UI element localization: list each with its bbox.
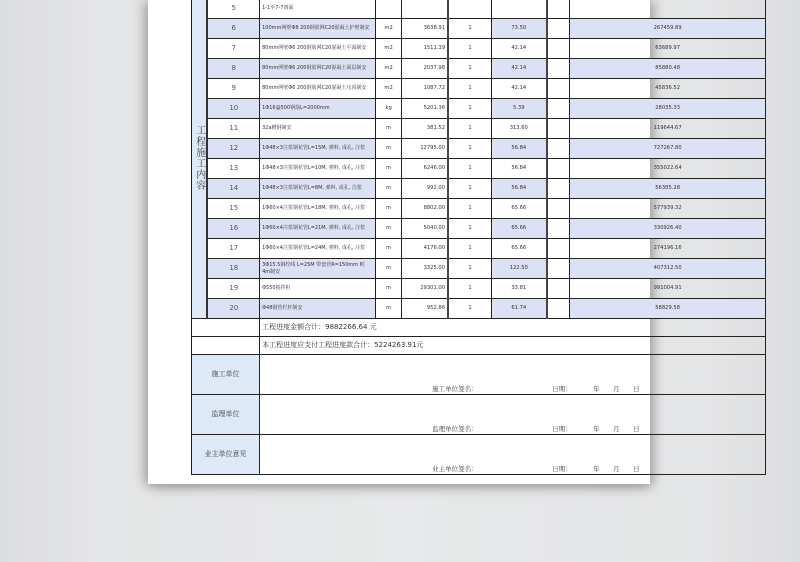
item-description: 1Φ60×4注浆钢花管L=21M, 弹料, 成孔, 注浆 bbox=[260, 219, 376, 239]
item-unit: m bbox=[376, 119, 402, 139]
item-quantity bbox=[402, 0, 448, 19]
item-quantity: 5040.00 bbox=[402, 219, 448, 239]
signature-party-label: 施工单位 bbox=[192, 355, 260, 395]
item-unit-price: 33.81 bbox=[492, 279, 547, 299]
item-unit: m bbox=[376, 239, 402, 259]
table-row bbox=[192, 179, 766, 199]
item-quantity: 4176.00 bbox=[402, 239, 448, 259]
item-amount: 28035.33 bbox=[570, 99, 766, 119]
table-row bbox=[192, 0, 766, 19]
item-unit-price: 42.14 bbox=[492, 79, 547, 99]
table-row bbox=[192, 299, 766, 319]
blank-cell bbox=[547, 79, 570, 99]
item-unit: m bbox=[376, 219, 402, 239]
blank-cell bbox=[547, 119, 570, 139]
table-row bbox=[192, 19, 766, 39]
month-label: 月 bbox=[613, 385, 620, 393]
item-description: 80mm网壁Φ6 200钢筋网C20混凝土面层制安 bbox=[260, 59, 376, 79]
year-label: 年 bbox=[593, 465, 600, 473]
item-unit-price: 65.66 bbox=[492, 219, 547, 239]
date-label: 日期： bbox=[552, 425, 572, 433]
item-quantity: 992.00 bbox=[402, 179, 448, 199]
payable-row bbox=[192, 337, 766, 355]
row-number: 5 bbox=[207, 0, 259, 19]
item-amount: 577939.32 bbox=[570, 199, 766, 219]
item-quantity: 1511.39 bbox=[402, 39, 448, 59]
item-unit-price: 5.39 bbox=[492, 99, 547, 119]
item-unit-price: 73.50 bbox=[492, 19, 547, 39]
row-number: 14 bbox=[207, 179, 259, 199]
item-description: 1-1至7-7剖面 bbox=[260, 0, 376, 19]
signature-area[interactable] bbox=[260, 435, 766, 475]
day-label: 日 bbox=[633, 465, 640, 473]
item-description: 80mm网壁Φ6 200钢筋网C20混凝土平面制安 bbox=[260, 39, 376, 59]
item-unit-price: 42.14 bbox=[492, 59, 547, 79]
item-description: 1Φ60×4注浆钢花管L=18M, 弹料, 成孔, 注浆 bbox=[260, 199, 376, 219]
payable-amount-text: 本工程进度应支付工程进度款合计：5224263.91元 bbox=[260, 337, 766, 355]
item-description: 1Φ48×3注浆钢花管L=15M, 弹料, 成孔, 注浆 bbox=[260, 139, 376, 159]
item-amount: 355022.64 bbox=[570, 159, 766, 179]
signature-name-label: 施工单位签名： bbox=[432, 385, 478, 393]
row-number: 12 bbox=[207, 139, 259, 159]
blank-cell bbox=[547, 219, 570, 239]
item-unit: m2 bbox=[376, 59, 402, 79]
item-coefficient: 1 bbox=[448, 19, 491, 39]
table-row bbox=[192, 259, 766, 279]
item-quantity: 3638.91 bbox=[402, 19, 448, 39]
item-unit-price: 56.84 bbox=[492, 179, 547, 199]
item-coefficient: 1 bbox=[448, 179, 491, 199]
item-coefficient: 1 bbox=[448, 39, 491, 59]
item-quantity: 2037.98 bbox=[402, 59, 448, 79]
item-amount: 407312.50 bbox=[570, 259, 766, 279]
date-label: 日期： bbox=[552, 465, 572, 473]
row-number: 20 bbox=[207, 299, 259, 319]
item-description: 3Φ15.5钢绞线 L=25M 带套管R=150mm 畦 4m制安 bbox=[260, 259, 376, 279]
item-quantity: 6246.00 bbox=[402, 159, 448, 179]
total-row bbox=[192, 319, 766, 337]
blank-cell bbox=[547, 59, 570, 79]
signature-area[interactable] bbox=[260, 395, 766, 435]
item-unit: m2 bbox=[376, 39, 402, 59]
item-unit-price: 42.14 bbox=[492, 39, 547, 59]
item-unit bbox=[376, 0, 402, 19]
table-row bbox=[192, 59, 766, 79]
table-row bbox=[192, 199, 766, 219]
row-number: 10 bbox=[207, 99, 259, 119]
item-quantity: 3325.00 bbox=[402, 259, 448, 279]
section-label: 工程施工内容 bbox=[192, 0, 208, 319]
blank-cell bbox=[547, 179, 570, 199]
item-amount: 58829.58 bbox=[570, 299, 766, 319]
table-row bbox=[192, 159, 766, 179]
item-unit-price: 313.60 bbox=[492, 119, 547, 139]
signature-row bbox=[192, 435, 766, 475]
year-label: 年 bbox=[593, 425, 600, 433]
blank-cell bbox=[547, 39, 570, 59]
signature-name-label: 监理单位签名： bbox=[432, 425, 478, 433]
item-unit-price bbox=[492, 0, 547, 19]
item-unit: kg bbox=[376, 99, 402, 119]
signature-party-label: 业主单位意见 bbox=[192, 435, 260, 475]
item-coefficient: 1 bbox=[448, 239, 491, 259]
row-number: 9 bbox=[207, 79, 259, 99]
item-amount: 56385.28 bbox=[570, 179, 766, 199]
progress-payment-table bbox=[191, 0, 766, 475]
item-description: 80mm网壁Φ6 200钢筋网C20混凝土压顶制安 bbox=[260, 79, 376, 99]
table-row bbox=[192, 139, 766, 159]
item-coefficient bbox=[448, 0, 491, 19]
item-unit-price: 122.50 bbox=[492, 259, 547, 279]
signature-party-label: 监理单位 bbox=[192, 395, 260, 435]
item-unit: m2 bbox=[376, 79, 402, 99]
row-number: 19 bbox=[207, 279, 259, 299]
year-label: 年 bbox=[593, 385, 600, 393]
blank-cell bbox=[547, 139, 570, 159]
item-description: 100mm网壁Φ8 200钢筋网C20混凝土护壁制安 bbox=[260, 19, 376, 39]
table-row bbox=[192, 279, 766, 299]
item-quantity: 381.52 bbox=[402, 119, 448, 139]
item-unit-price: 65.66 bbox=[492, 199, 547, 219]
blank-cell bbox=[547, 299, 570, 319]
signature-row bbox=[192, 395, 766, 435]
item-amount: 274196.16 bbox=[570, 239, 766, 259]
month-label: 月 bbox=[613, 425, 620, 433]
table-row bbox=[192, 219, 766, 239]
blank-cell bbox=[547, 239, 570, 259]
item-amount: 119644.67 bbox=[570, 119, 766, 139]
signature-name-label: 业主单位签名： bbox=[432, 465, 478, 473]
item-unit: m bbox=[376, 299, 402, 319]
item-coefficient: 1 bbox=[448, 99, 491, 119]
item-coefficient: 1 bbox=[448, 59, 491, 79]
item-quantity: 952.86 bbox=[402, 299, 448, 319]
table-row bbox=[192, 99, 766, 119]
item-unit-price: 65.66 bbox=[492, 239, 547, 259]
item-description: Φ550搅拌桩 bbox=[260, 279, 376, 299]
blank-cell bbox=[547, 19, 570, 39]
item-quantity: 12795.00 bbox=[402, 139, 448, 159]
blank-cell bbox=[547, 259, 570, 279]
item-coefficient: 1 bbox=[448, 119, 491, 139]
table-row bbox=[192, 39, 766, 59]
day-label: 日 bbox=[633, 425, 640, 433]
total-amount-text: 工程进度金额合计：9882266.64 元 bbox=[260, 319, 766, 337]
item-amount: 991004.91 bbox=[570, 279, 766, 299]
item-quantity: 1087.72 bbox=[402, 79, 448, 99]
row-number: 7 bbox=[207, 39, 259, 59]
month-label: 月 bbox=[613, 465, 620, 473]
row-number: 18 bbox=[207, 259, 259, 279]
item-unit: m bbox=[376, 179, 402, 199]
item-quantity: 29301.00 bbox=[402, 279, 448, 299]
item-amount: 45836.52 bbox=[570, 79, 766, 99]
item-unit: m bbox=[376, 279, 402, 299]
row-number: 8 bbox=[207, 59, 259, 79]
item-amount: 330926.40 bbox=[570, 219, 766, 239]
item-unit: m bbox=[376, 259, 402, 279]
item-unit: m bbox=[376, 139, 402, 159]
item-amount bbox=[570, 0, 766, 19]
row-number: 16 bbox=[207, 219, 259, 239]
item-unit: m bbox=[376, 199, 402, 219]
item-coefficient: 1 bbox=[448, 279, 491, 299]
item-description: 1Φ16@500钢筋L=2000mm bbox=[260, 99, 376, 119]
item-quantity: 5201.36 bbox=[402, 99, 448, 119]
item-coefficient: 1 bbox=[448, 219, 491, 239]
row-number: 6 bbox=[207, 19, 259, 39]
blank-cell bbox=[547, 199, 570, 219]
item-description: 1Φ48×3注浆钢花管L=8M, 弹料, 成孔, 注浆 bbox=[260, 179, 376, 199]
date-label: 日期： bbox=[552, 385, 572, 393]
row-number: 13 bbox=[207, 159, 259, 179]
item-coefficient: 1 bbox=[448, 139, 491, 159]
item-unit-price: 61.74 bbox=[492, 299, 547, 319]
item-amount: 267459.89 bbox=[570, 19, 766, 39]
blank-cell bbox=[547, 99, 570, 119]
signature-area[interactable] bbox=[260, 355, 766, 395]
item-amount: 727267.80 bbox=[570, 139, 766, 159]
day-label: 日 bbox=[633, 385, 640, 393]
signature-row bbox=[192, 355, 766, 395]
item-description: Φ48钢管栏杆制安 bbox=[260, 299, 376, 319]
item-description: 1Φ48×3注浆钢花管L=10M, 弹料, 成孔, 注浆 bbox=[260, 159, 376, 179]
item-coefficient: 1 bbox=[448, 159, 491, 179]
item-unit-price: 56.84 bbox=[492, 139, 547, 159]
item-quantity: 8802.00 bbox=[402, 199, 448, 219]
row-number: 11 bbox=[207, 119, 259, 139]
row-number: 17 bbox=[207, 239, 259, 259]
table-row bbox=[192, 119, 766, 139]
table-row bbox=[192, 79, 766, 99]
document-page bbox=[148, 0, 682, 484]
blank-cell bbox=[547, 279, 570, 299]
item-amount: 63689.97 bbox=[570, 39, 766, 59]
item-unit: m bbox=[376, 159, 402, 179]
item-coefficient: 1 bbox=[448, 299, 491, 319]
item-amount: 85880.48 bbox=[570, 59, 766, 79]
table-row bbox=[192, 239, 766, 259]
item-unit: m2 bbox=[376, 19, 402, 39]
blank-cell bbox=[547, 159, 570, 179]
item-coefficient: 1 bbox=[448, 259, 491, 279]
row-number: 15 bbox=[207, 199, 259, 219]
item-description: 32a槽钢制安 bbox=[260, 119, 376, 139]
item-description: 1Φ60×4注浆钢花管L=24M, 弹料, 成孔, 注浆 bbox=[260, 239, 376, 259]
item-coefficient: 1 bbox=[448, 79, 491, 99]
blank-cell bbox=[547, 0, 570, 19]
item-unit-price: 56.84 bbox=[492, 159, 547, 179]
item-coefficient: 1 bbox=[448, 199, 491, 219]
